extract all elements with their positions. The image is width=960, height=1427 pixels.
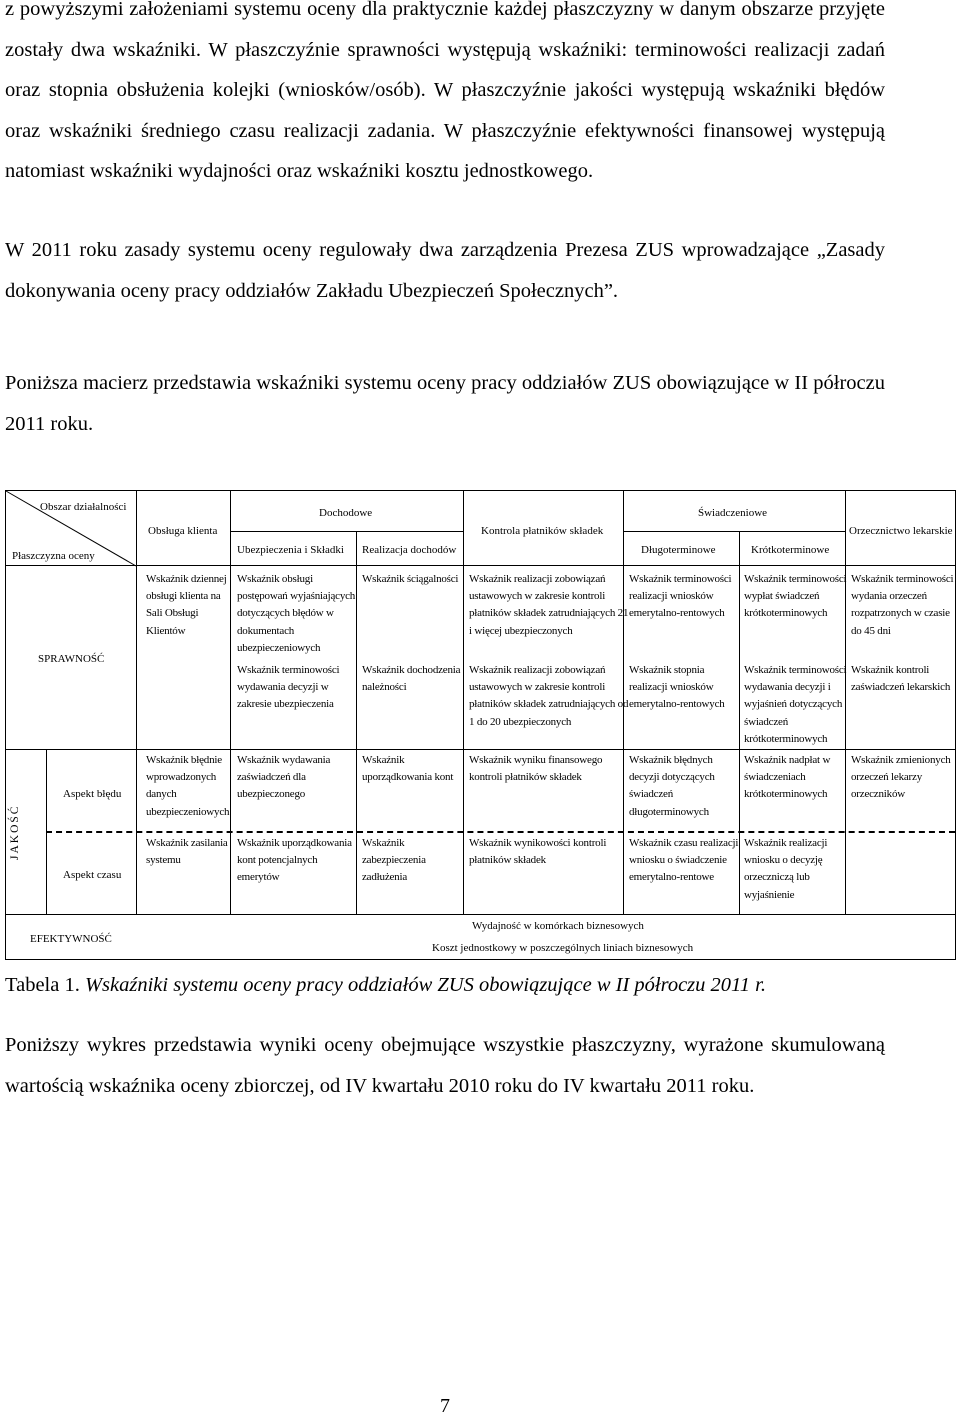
header-swiadczeniowe: Świadczeniowe xyxy=(698,507,768,519)
plane-efektywnosc: EFEKTYWNOŚĆ xyxy=(30,933,112,945)
header-ubezpieczenia-i-skladki: Ubezpieczenia i Składki xyxy=(237,544,344,556)
page-number: 7 xyxy=(440,1395,450,1417)
indicator-cell: Wskaźnik kontroli zaświadczeń lekarskich xyxy=(851,664,951,694)
paragraph-matrix-intro: Poniższa macierz przedstawia wskaźniki systemu oceny pracy oddziałów ZUS obowiązujące w II półroczu 2011 roku. xyxy=(5,372,885,435)
column-divider xyxy=(463,491,464,914)
paragraph-regulations: W 2011 roku zasady systemu oceny regulowały dwa zarządzenia Prezesa ZUS wprowadzające „Zasady dokonywania oceny pracy oddziałów Zakładu Ubezpieczeń Społecznych”. xyxy=(5,239,885,302)
header-kontrola-platnikow: Kontrola płatników składek xyxy=(481,525,604,537)
aspect-dashed-divider xyxy=(46,831,955,833)
indicator-cell: Wskaźnik terminowości wydawania decyzji w zakresie ubezpieczenia xyxy=(237,664,340,711)
indicator-cell: Wskaźnik błędnych decyzji dotyczących świadczeń długoterminowych xyxy=(629,754,715,818)
efektywnosc-indicator-wydajnosc: Wydajność w komórkach biznesowych xyxy=(472,920,644,932)
caption-title: Wskaźniki systemu oceny pracy oddziałów ZUS obowiązujące w II półroczu 2011 r. xyxy=(84,974,766,996)
indicator-cell: Wskaźnik terminowości realizacji wniosków emerytalno-rentowych xyxy=(629,573,732,620)
header-krotkoterminowe: Krótkoterminowe xyxy=(751,544,830,556)
header-orzecznictwo-lekarskie: Orzecznictwo lekarskie xyxy=(849,525,953,537)
corner-area-label: Obszar działalności xyxy=(40,501,127,513)
sprawnosc-bottom-line xyxy=(6,749,955,750)
plane-aspekt-czasu: Aspekt czasu xyxy=(63,869,122,881)
paragraph-chart-intro: Poniższy wykres przedstawia wyniki oceny obejmujące wszystkie płaszczyzny, wyrażone skumulowaną wartością wskaźnika oceny zbiorczej, od IV kwartału 2010 roku do IV kwartału 2011 roku. xyxy=(5,1034,885,1097)
indicator-cell: Wskaźnik realizacji zobowiązań ustawowych w zakresie kontroli płatników składek zatrudniających od 1 do 20 ubezpieczonych xyxy=(469,664,629,728)
indicator-cell: Wskaźnik uporządkowania kont potencjalnych emerytów xyxy=(237,837,352,884)
indicator-cell: Wskaźnik dochodzenia należności xyxy=(362,664,461,694)
indicator-cell: Wskaźnik wyniku finansowego kontroli płatników składek xyxy=(469,754,603,784)
column-divider xyxy=(739,531,740,914)
indicator-cell: Wskaźnik wynikowości kontroli płatników składek xyxy=(469,837,607,867)
indicator-cell: Wskaźnik nadpłat w świadczeniach krótkoterminowych xyxy=(744,754,831,801)
plane-jakosc: JAKOŚĆ xyxy=(9,804,21,860)
table-caption xyxy=(5,965,766,1005)
column-divider xyxy=(136,491,137,914)
corner-plane-label: Płaszczyzna oceny xyxy=(12,550,95,562)
indicator-cell: Wskaźnik uporządkowania kont xyxy=(362,754,454,784)
indicator-cell: Wskaźnik terminowości wydawania decyzji i wyjaśnień dotyczących świadczeń krótkoterminowych xyxy=(744,664,847,745)
indicator-cell: Wskaźnik zabezpieczenia zadłużenia xyxy=(362,837,426,884)
indicator-cell: Wskaźnik błędnie wprowadzonych danych ubezpieczeniowych xyxy=(146,754,230,818)
header-dlugoterminowe: Długoterminowe xyxy=(641,544,716,556)
indicator-cell: Wskaźnik terminowości wydania orzeczeń rozpatrzonych w czasie do 45 dni xyxy=(851,573,954,637)
header-realizacja-dochodow: Realizacja dochodów xyxy=(362,544,457,556)
header-obsluga-klienta: Obsługa klienta xyxy=(148,525,218,537)
indicator-cell: Wskaźnik terminowości wypłat świadczeń krótkoterminowych xyxy=(744,573,847,620)
indicator-cell: Wskaźnik zmienionych orzeczeń lekarzy orzeczników xyxy=(851,754,951,801)
header-dochodowe: Dochodowe xyxy=(319,507,373,519)
paragraph-indicators: z powyższymi założeniami systemu oceny dla praktycznie każdej płaszczyzny w danym obszarze przyjęte zostały dwa wskaźniki. W płaszczyźnie sprawności występują wskaźniki: terminowości realizacji zadań oraz stopnia obsłużenia kolejki (wniosków/osób). W płaszczyźnie jakości występują wskaźniki błędów oraz wskaźniki średniego czasu realizacji zadania. W płaszczyźnie efektywności finansowej występują natomiast wskaźniki wydajności oraz wskaźniki kosztu jednostkowego. xyxy=(5,0,885,182)
indicator-cell: Wskaźnik stopnia realizacji wniosków emerytalno-rentowych xyxy=(629,664,725,711)
indicator-cell: Wskaźnik czasu realizacji wniosku o świadczenie emerytalno-rentowe xyxy=(629,837,739,884)
column-divider xyxy=(230,491,231,914)
indicator-matrix xyxy=(5,490,956,960)
efektywnosc-top-line xyxy=(6,914,955,915)
indicator-cell: Wskaźnik wydawania zaświadczeń dla ubezpieczonego xyxy=(237,754,331,801)
indicator-cell: Wskaźnik realizacji wniosku o decyzję orzeczniczą lub wyjaśnienie xyxy=(744,837,828,901)
indicator-cell: Wskaźnik dziennej obsługi klienta na Sali Obsługi Klientów xyxy=(146,573,227,637)
column-divider xyxy=(356,531,357,914)
indicator-cell: Wskaźnik zasilania systemu xyxy=(146,837,228,867)
plane-sprawnosc: SPRAWNOŚĆ xyxy=(38,653,105,665)
caption-prefix: Tabela 1. xyxy=(5,974,85,996)
efektywnosc-indicator-koszt: Koszt jednostkowy w poszczególnych liniach biznesowych xyxy=(432,942,694,954)
header-divider xyxy=(623,531,845,532)
indicator-cell: Wskaźnik ściągalności xyxy=(362,573,459,585)
indicator-cell: Wskaźnik realizacji zobowiązań ustawowych w zakresie kontroli płatników składek zatrudniających 21 i więcej ubezpieczonych xyxy=(469,573,629,637)
header-divider xyxy=(230,531,463,532)
header-bottom-line xyxy=(6,565,955,566)
plane-aspekt-bledu: Aspekt błędu xyxy=(63,788,122,800)
indicator-cell: Wskaźnik obsługi postępowań wyjaśniających dotyczących błędów w dokumentach ubezpieczeniowych xyxy=(237,573,356,654)
